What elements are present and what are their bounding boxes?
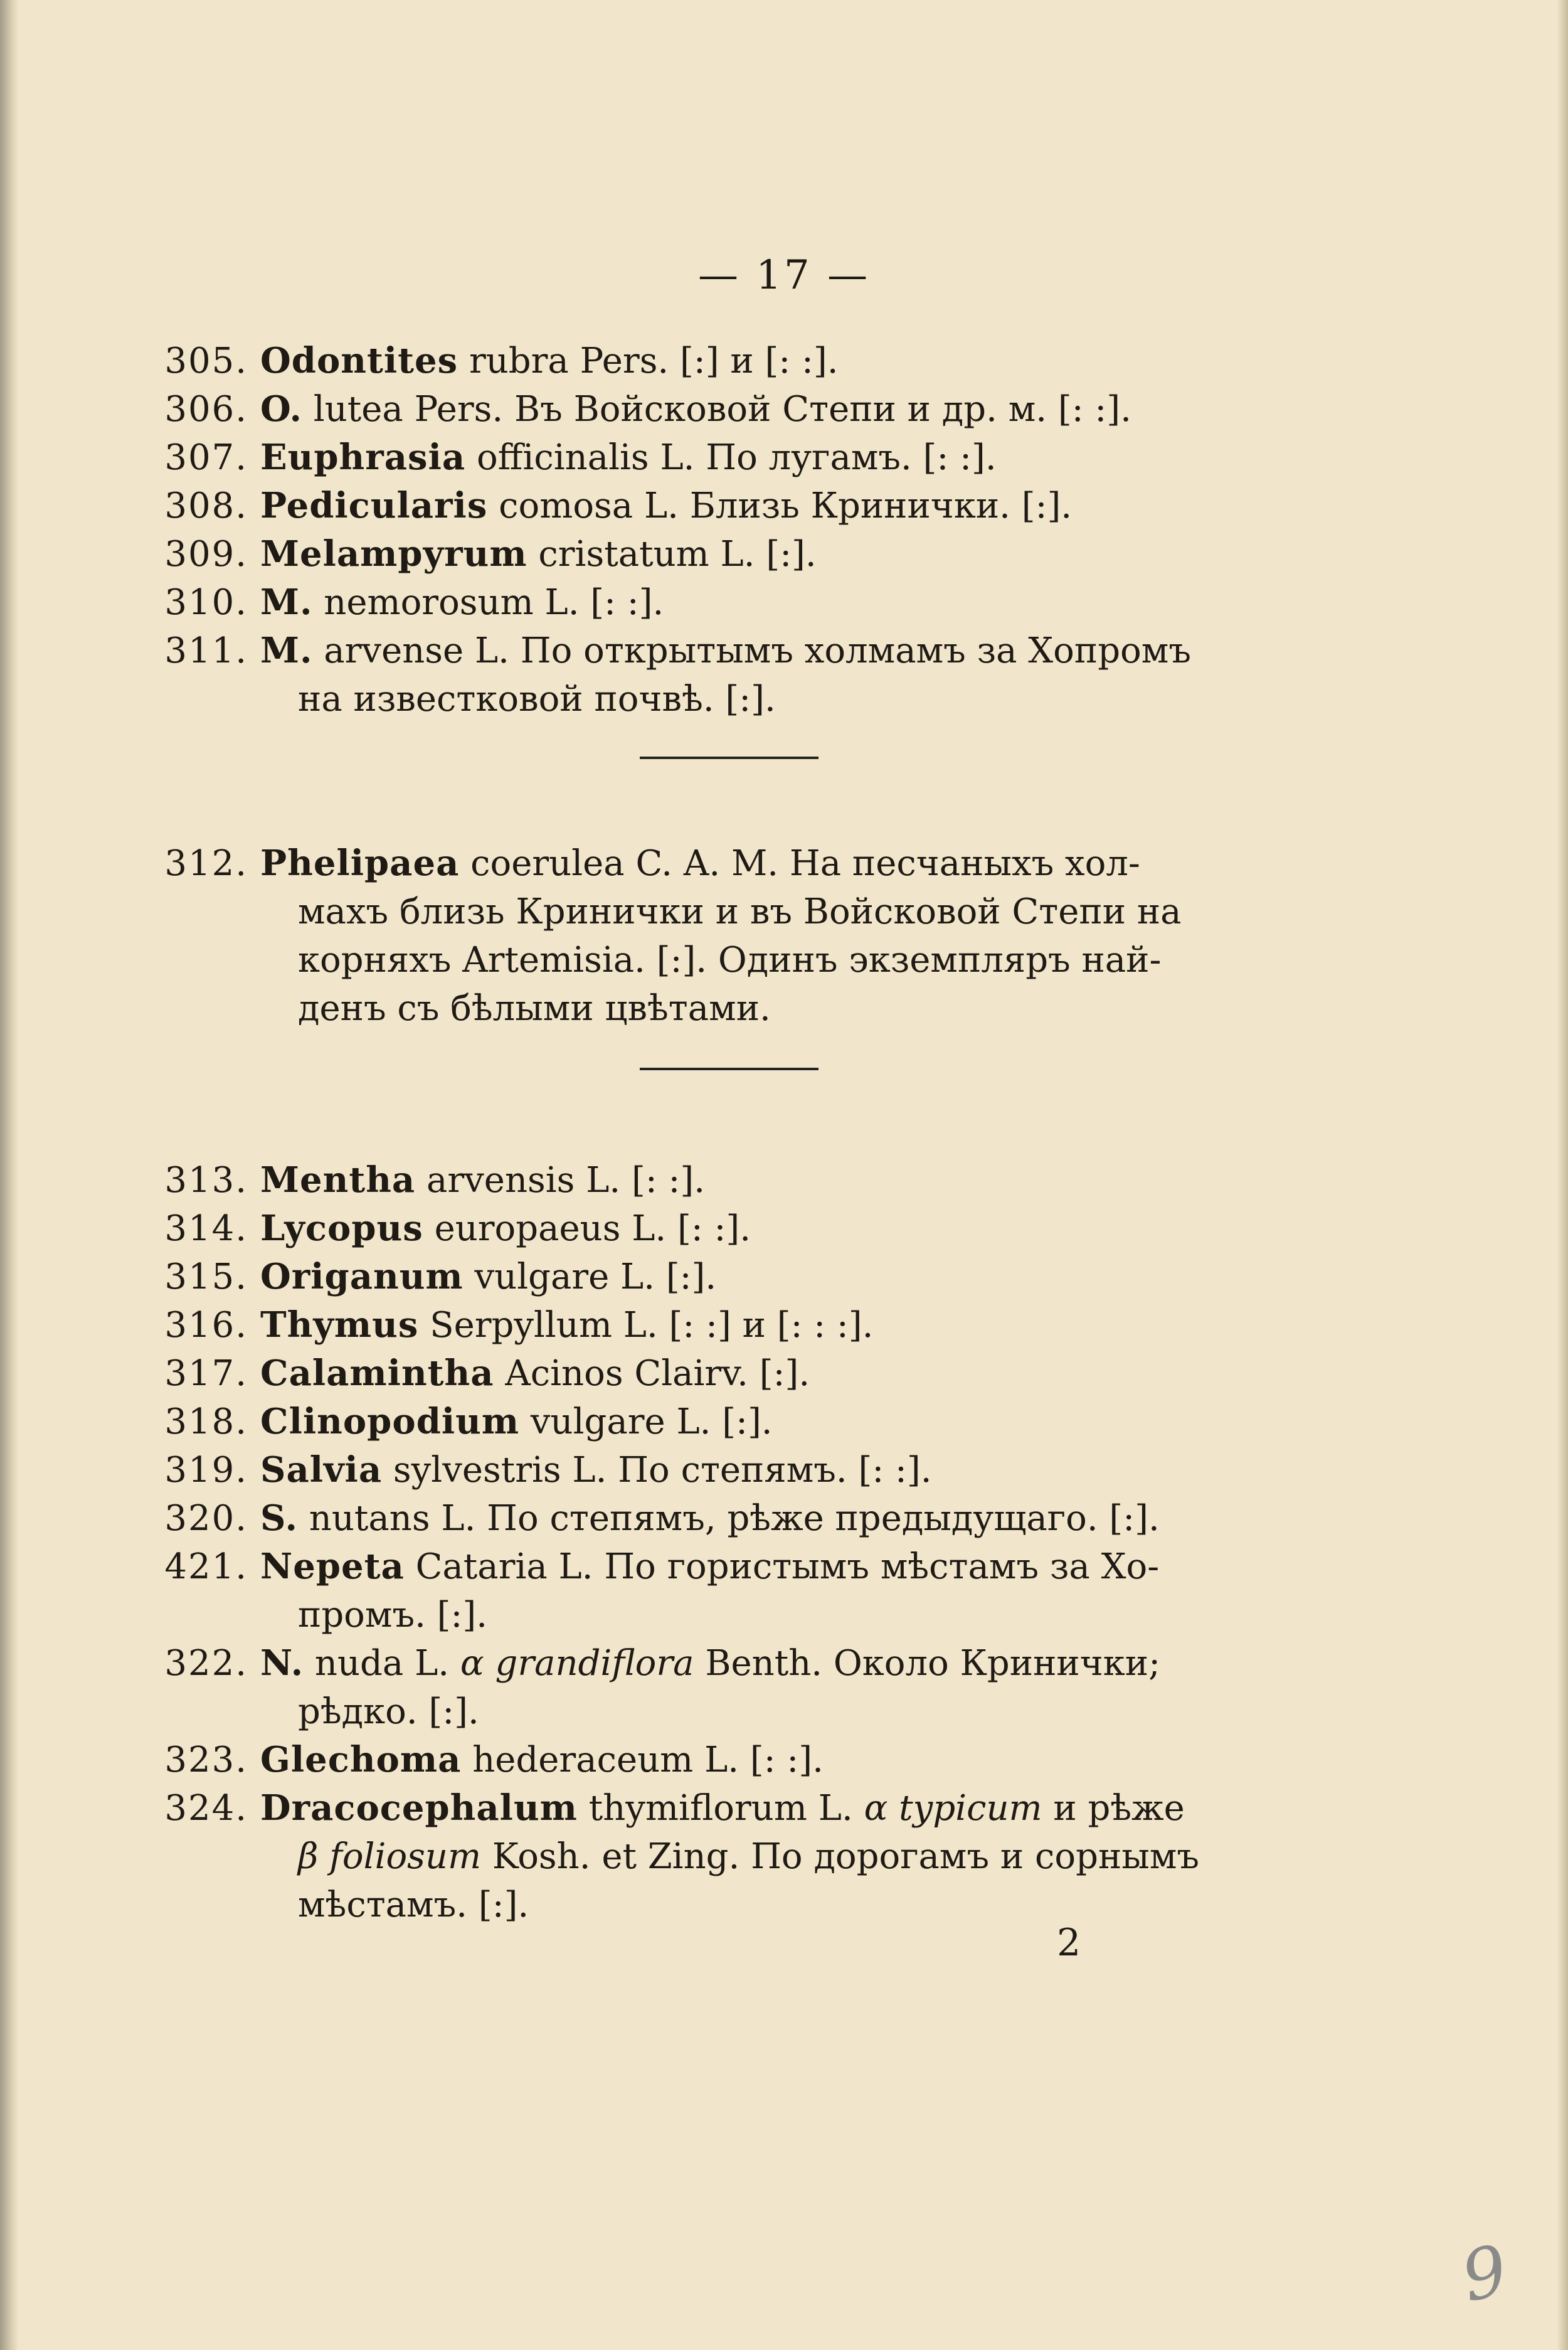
- entry-text: Acinos Clairv. [:].: [494, 1353, 810, 1394]
- genus-name: M.: [260, 630, 313, 671]
- genus-name: Salvia: [260, 1449, 383, 1491]
- genus-name: Clinopodium: [260, 1401, 520, 1442]
- genus-name: Mentha: [260, 1159, 416, 1201]
- entry-number: 317.: [164, 1353, 248, 1394]
- entry-number: 308.: [164, 486, 248, 526]
- entry-continuation: мѣстамъ. [:].: [298, 1885, 529, 1925]
- entry-number: 315.: [164, 1257, 248, 1297]
- entry-text: coerulea C. A. M. На песчаныхъ хол-: [459, 843, 1140, 884]
- signature-mark: 2: [1057, 1921, 1081, 1965]
- genus-name: S.: [260, 1497, 298, 1539]
- entry-text: Cataria L. По гористымъ мѣстамъ за Хо-: [404, 1546, 1160, 1587]
- entry-continuation: махъ близь Кринички и въ Войсковой Степи на: [298, 891, 1182, 932]
- entry-number: 310.: [164, 582, 248, 623]
- entry-text: hederaceum L. [: :].: [461, 1740, 824, 1780]
- entry-number: 305.: [164, 341, 248, 381]
- page-binding-edge: [0, 0, 19, 2350]
- entry-continuation: промъ. [:].: [298, 1595, 488, 1635]
- section-divider: [640, 757, 818, 759]
- variety-name: α grandiflora: [460, 1643, 694, 1684]
- entry-number: 316.: [164, 1305, 248, 1346]
- entry-number: 313.: [164, 1160, 248, 1201]
- entry-text: europaeus L. [: :].: [423, 1208, 751, 1249]
- genus-name: Origanum: [260, 1256, 464, 1297]
- pencil-folio-number: 9: [1454, 2230, 1515, 2317]
- genus-name: Lycopus: [260, 1208, 423, 1249]
- entry-text: nutans L. По степямъ, рѣже предыдущаго. [:].: [297, 1498, 1160, 1539]
- genus-name: M.: [260, 582, 313, 623]
- entry-number: 309.: [164, 534, 248, 575]
- genus-name: Melampyrum: [260, 533, 527, 575]
- entry-number: 311.: [164, 630, 248, 671]
- genus-name: N.: [260, 1642, 304, 1684]
- section-divider: [640, 1068, 818, 1070]
- entry-text: nemorosum L. [: :].: [312, 582, 664, 623]
- entry-number: 307.: [164, 437, 248, 478]
- entry-text: cristatum L. [:].: [527, 534, 817, 575]
- entry-number: 312.: [164, 843, 248, 884]
- genus-name: Odontites: [260, 340, 458, 381]
- entry-continuation: рѣдко. [:].: [298, 1691, 479, 1732]
- variety-name: α typicum: [864, 1788, 1042, 1829]
- entry-number: 421.: [164, 1546, 248, 1587]
- entry-text: arvense L. По открытымъ холмамъ за Хопромъ: [312, 630, 1191, 671]
- entry-text: comosa L. Близь Кринички. [:].: [487, 486, 1073, 526]
- genus-name: Nepeta: [260, 1546, 405, 1587]
- entry-number: 324.: [164, 1788, 248, 1829]
- genus-name: Calamintha: [260, 1353, 494, 1394]
- entry-number: 322.: [164, 1643, 248, 1684]
- entry-text: vulgare L. [:].: [463, 1257, 717, 1297]
- entry-text: thymiflorum L.: [577, 1788, 864, 1829]
- entry-continuation: денъ съ бѣлыми цвѣтами.: [298, 988, 771, 1029]
- entry-text: Benth. Около Кринички;: [694, 1643, 1160, 1684]
- entry-number: 320.: [164, 1498, 248, 1539]
- entry-text: Serpyllum L. [: :] и [: : :].: [418, 1305, 874, 1346]
- entry-text: lutea Pers. Въ Войсковой Степи и др. м. [: :].: [302, 389, 1131, 430]
- genus-name: Pedicularis: [260, 485, 488, 526]
- page-right-edge: [1557, 0, 1568, 2350]
- entry-text: rubra Pers. [:] и [: :].: [458, 341, 839, 381]
- entry-number: 323.: [164, 1740, 248, 1780]
- entry-number: 314.: [164, 1208, 248, 1249]
- genus-name: Dracocephalum: [260, 1787, 578, 1829]
- entry-text: arvensis L. [: :].: [415, 1160, 706, 1201]
- entry-text: officinalis L. По лугамъ. [: :].: [465, 437, 997, 478]
- genus-name: Phelipaea: [260, 843, 460, 884]
- entry-continuation: корняхъ Artemisia. [:]. Одинъ экземпляръ най-: [298, 940, 1162, 981]
- entry-text: vulgare L. [:].: [519, 1401, 773, 1442]
- genus-name: Euphrasia: [260, 437, 466, 478]
- entry-number: 318.: [164, 1401, 248, 1442]
- genus-name: Thymus: [260, 1304, 419, 1346]
- genus-name: O.: [260, 388, 302, 430]
- entry-continuation: на известковой почвѣ. [:].: [298, 679, 776, 720]
- variety-name: β foliosum: [298, 1836, 482, 1877]
- entry-text: sylvestris L. По степямъ. [: :].: [382, 1450, 932, 1491]
- page-number-header: — 17 —: [697, 252, 871, 299]
- entry-text: и рѣже: [1042, 1788, 1185, 1829]
- genus-name: Glechoma: [260, 1739, 462, 1780]
- entry-continuation: Kosh. et Zing. По дорогамъ и сорнымъ: [481, 1836, 1200, 1877]
- entry-number: 306.: [164, 389, 248, 430]
- entry-text: nuda L.: [304, 1643, 460, 1684]
- entry-number: 319.: [164, 1450, 248, 1491]
